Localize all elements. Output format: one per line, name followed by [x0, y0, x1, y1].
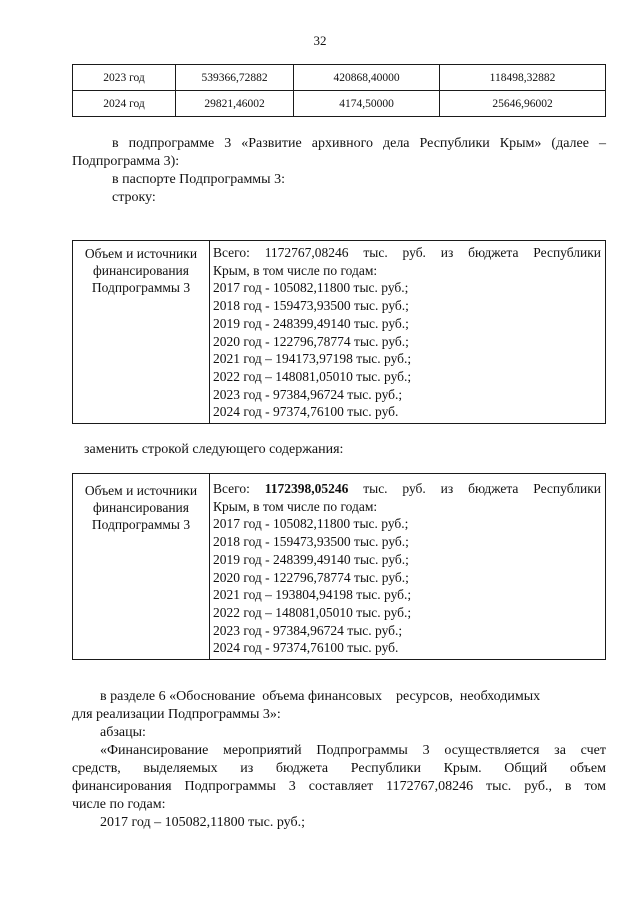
region-line: Крым, в том числе по годам:	[213, 262, 378, 278]
financing-table-new	[72, 473, 606, 660]
year-cell: 2023 год	[73, 65, 176, 91]
table-row	[73, 91, 606, 117]
financing-table-old	[72, 240, 606, 424]
amount-cell: 4174,50000	[294, 91, 440, 117]
section6-line-4: «Финансирование мероприятий Подпрограммы 3 осуществляется за счет	[100, 743, 606, 758]
section6-line-8: 2017 год – 105082,11800 тыс. руб.;	[100, 815, 305, 830]
budget-table-continuation	[72, 64, 606, 117]
total-prefix: Всего:	[213, 245, 250, 260]
year-cell: 2024 год	[73, 91, 176, 117]
amount-cell: 29821,46002	[176, 91, 294, 117]
amount-cell: 25646,96002	[440, 91, 606, 117]
financing-values-cell	[210, 474, 606, 660]
financing-label-cell	[73, 474, 210, 660]
year-line: 2023 год - 97384,96724 тыс. руб.;	[213, 622, 403, 638]
year-line: 2022 год – 148081,05010 тыс. руб.;	[213, 368, 412, 384]
total-suffix: тыс. руб. из бюджета Республики	[363, 481, 601, 496]
year-line: 2021 год – 193804,94198 тыс. руб.;	[213, 587, 412, 603]
section6-line-1: в разделе 6 «Обоснование объема финансовых ресурсов, необходимых	[100, 689, 541, 704]
amount-cell: 420868,40000	[294, 65, 440, 91]
year-line: 2020 год - 122796,78774 тыс. руб.;	[213, 333, 409, 349]
intro-line-2: Подпрограмма 3):	[72, 154, 180, 169]
year-line: 2018 год - 159473,93500 тыс. руб.;	[213, 298, 409, 314]
year-line: 2019 год - 248399,49140 тыс. руб.;	[213, 551, 409, 567]
year-line: 2019 год - 248399,49140 тыс. руб.;	[213, 315, 409, 331]
label-line: финансирования	[93, 500, 189, 515]
total-suffix: тыс. руб. из бюджета Республики	[363, 245, 602, 260]
section6-line-6: финансирования Подпрограммы 3 составляет 1172767,08246 тыс. руб., в том	[72, 779, 606, 794]
table-row	[73, 65, 606, 91]
section6-line-3: абзацы:	[100, 725, 146, 740]
year-line: 2017 год - 105082,11800 тыс. руб.;	[213, 516, 409, 532]
label-line: Подпрограммы 3	[91, 280, 191, 295]
label-line: Объем и источники	[84, 246, 198, 261]
amount-cell: 118498,32882	[440, 65, 606, 91]
label-line: Объем и источники	[84, 483, 198, 498]
year-line: 2024 год - 97374,76100 тыс. руб.	[213, 640, 399, 656]
year-line: 2020 год - 122796,78774 тыс. руб.;	[213, 569, 409, 585]
total-line	[213, 480, 601, 498]
financing-values-cell	[210, 241, 606, 424]
intro-line-4: строку:	[112, 190, 156, 205]
total-line	[213, 244, 601, 262]
intro-line-1: в подпрограмме 3 «Развитие архивного дела Республики Крым» (далее –	[112, 136, 606, 151]
page-number: 32	[313, 33, 327, 48]
year-line: 2023 год - 97384,96724 тыс. руб.;	[213, 386, 403, 402]
region-line: Крым, в том числе по годам:	[213, 498, 378, 514]
year-line: 2024 год - 97374,76100 тыс. руб.	[213, 404, 399, 420]
total-value: 1172398,05246	[264, 481, 349, 496]
year-line: 2018 год - 159473,93500 тыс. руб.;	[213, 534, 409, 550]
label-line: финансирования	[93, 263, 189, 278]
intro-line-3: в паспорте Подпрограммы 3:	[112, 172, 285, 187]
total-value: 1172767,08246	[264, 245, 349, 260]
section6-line-7: числе по годам:	[72, 797, 166, 812]
total-prefix: Всего:	[213, 481, 250, 496]
financing-label-cell	[73, 241, 210, 424]
year-line: 2017 год - 105082,11800 тыс. руб.;	[213, 280, 409, 296]
section6-line-5: средств, выделяемых из бюджета Республики Крым. Общий объем	[72, 761, 606, 776]
section6-line-2: для реализации Подпрограммы 3»:	[72, 707, 281, 722]
year-line: 2021 год – 194173,97198 тыс. руб.;	[213, 351, 412, 367]
year-line: 2022 год – 148081,05010 тыс. руб.;	[213, 604, 412, 620]
label-line: Подпрограммы 3	[91, 517, 191, 532]
replace-instruction: заменить строкой следующего содержания:	[84, 442, 344, 457]
amount-cell: 539366,72882	[176, 65, 294, 91]
